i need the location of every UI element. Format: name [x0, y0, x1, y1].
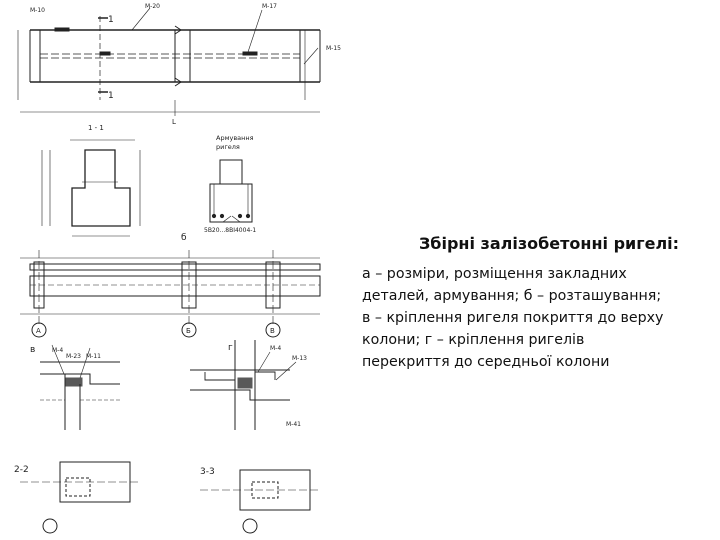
- reinforcement-note-line2: ригеля: [216, 143, 240, 151]
- floor-beam-connection: [190, 340, 296, 430]
- figure-caption: [362, 234, 716, 373]
- caption-line: в – кріплення ригеля покриття до верху: [362, 310, 664, 326]
- axis-b: Б: [186, 327, 191, 335]
- label-length: L: [172, 118, 176, 126]
- reinforcement-cage: [210, 160, 252, 222]
- panel-g-label: г: [228, 343, 233, 353]
- axis-a: А: [36, 327, 41, 335]
- label-m10: M-10: [30, 7, 45, 14]
- beam-layout: [20, 250, 320, 337]
- reinforcement-note-line1: Армування: [216, 134, 254, 142]
- caption-line: колони; г – кріплення ригелів: [362, 332, 585, 348]
- caption-title: Збірні залізобетонні ригелі:: [418, 234, 680, 253]
- bar-note: 5В20...8ВІ4004-1: [204, 227, 257, 234]
- section-mark-bottom: 1: [108, 91, 114, 101]
- label-v-m11: М-11: [86, 353, 101, 360]
- section-2-2: [20, 462, 140, 533]
- label-m17: M-17: [262, 3, 277, 10]
- section-title-1-1: 1 - 1: [88, 124, 104, 132]
- section-label-2-2: 2-2: [14, 465, 29, 475]
- label-g-m41: М-41: [286, 421, 301, 428]
- caption-line: а – розміри, розміщення закладних: [362, 266, 627, 282]
- section-mark-top: 1: [108, 15, 114, 25]
- caption-body: [362, 263, 716, 373]
- cross-section-1-1: [42, 140, 140, 236]
- label-g-m13: М-13: [292, 355, 307, 362]
- section-3-3: [200, 470, 320, 533]
- label-g-m4: М-4: [270, 345, 282, 352]
- panel-b-label: б: [181, 233, 187, 243]
- axis-v: В: [270, 327, 275, 335]
- label-m15: M-15: [326, 45, 341, 52]
- caption-line: деталей, армування; б – розташування;: [362, 288, 662, 304]
- caption-line: перекриття до середньої колони: [362, 354, 610, 370]
- label-v-m4: М-4: [52, 347, 64, 354]
- label-m20: M-20: [145, 3, 160, 10]
- section-label-3-3: 3-3: [200, 467, 215, 477]
- beam-elevation: [18, 8, 320, 116]
- panel-v-label: в: [30, 345, 36, 355]
- label-v-m23: М-23: [66, 353, 81, 360]
